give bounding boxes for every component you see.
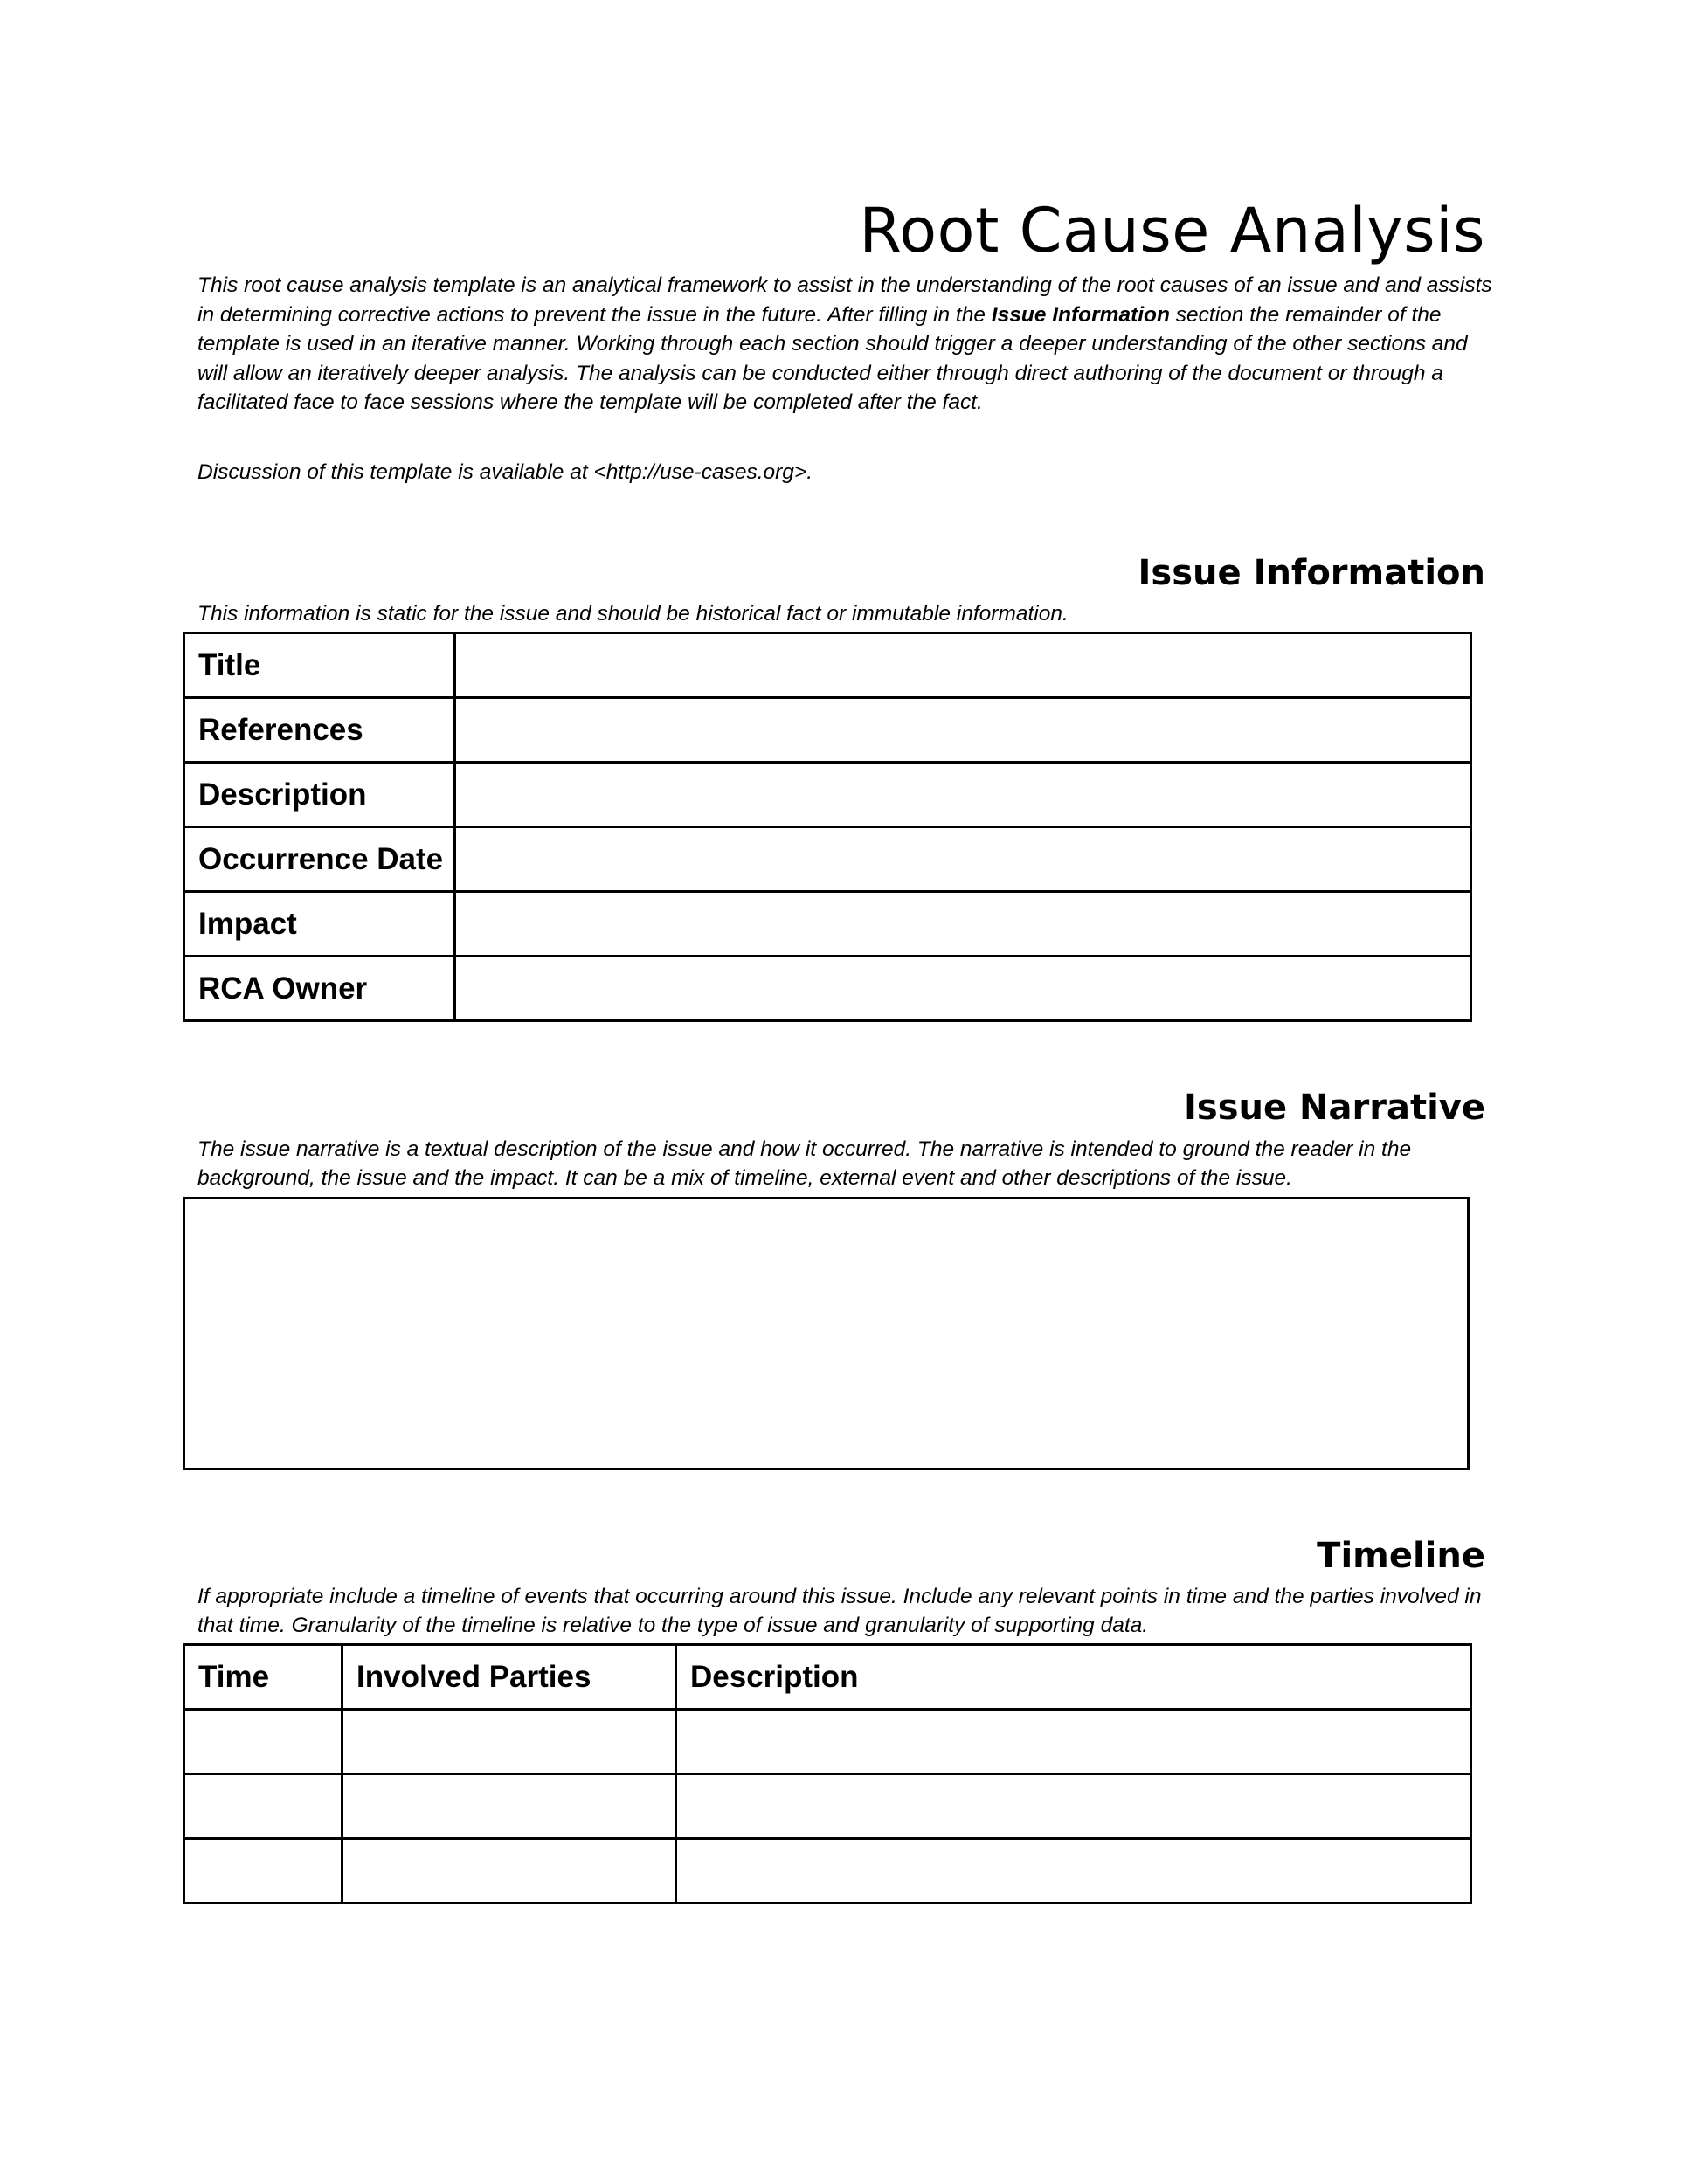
table-row xyxy=(184,827,1471,892)
description-field[interactable] xyxy=(455,763,1471,827)
issue-narrative-field[interactable] xyxy=(183,1197,1470,1470)
timeline-table xyxy=(183,1643,1472,1904)
time-cell[interactable] xyxy=(184,1839,342,1904)
rca-owner-field[interactable] xyxy=(455,957,1471,1021)
table-row xyxy=(184,633,1471,698)
table-row xyxy=(184,763,1471,827)
description-cell[interactable] xyxy=(676,1710,1471,1774)
timeline-description: If appropriate include a timeline of events that occurring around this issue. Include any relevant points in time and the parties involved in that time. Granularity of the timeline is relative to the type of issue and granularity of supporting data. xyxy=(197,1585,1482,1637)
intro-paragraph xyxy=(197,271,1499,418)
time-cell[interactable] xyxy=(184,1710,342,1774)
column-header-time: Time xyxy=(184,1645,342,1710)
row-label-rca-owner: RCA Owner xyxy=(184,957,455,1021)
table-row xyxy=(184,957,1471,1021)
row-label-references: References xyxy=(184,698,455,763)
timeline-heading: Timeline xyxy=(1317,1536,1485,1576)
table-header-row xyxy=(184,1645,1471,1710)
column-header-description: Description xyxy=(676,1645,1471,1710)
description-cell[interactable] xyxy=(676,1774,1471,1839)
intro-text-part2: section the remainder of the template is used in an iterative manner. Working through each section should trigger a deeper understanding of the other sections and will allow an iteratively deeper analysis. The analysis can be conducted either through direct authoring of the document or through a facilitated face to face sessions where the template will be completed after the fact. xyxy=(197,302,1468,414)
discussion-text: Discussion of this template is available at <http://use-cases.org>. xyxy=(197,460,813,484)
impact-field[interactable] xyxy=(455,892,1471,957)
involved-parties-cell[interactable] xyxy=(342,1839,676,1904)
title-field[interactable] xyxy=(455,633,1471,698)
table-row xyxy=(184,698,1471,763)
issue-narrative-heading: Issue Narrative xyxy=(1184,1088,1485,1128)
references-field[interactable] xyxy=(455,698,1471,763)
time-cell[interactable] xyxy=(184,1774,342,1839)
involved-parties-cell[interactable] xyxy=(342,1774,676,1839)
issue-narrative-description: The issue narrative is a textual description of the issue and how it occurred. The narrative is intended to ground the reader in the background, the issue and the impact. It can be a mix of timeline, external event and other descriptions of the issue. xyxy=(197,1137,1412,1190)
table-row xyxy=(184,1839,1471,1904)
row-label-description: Description xyxy=(184,763,455,827)
occurrence-date-field[interactable] xyxy=(455,827,1471,892)
column-header-involved-parties: Involved Parties xyxy=(342,1645,676,1710)
issue-information-table xyxy=(183,632,1472,1022)
row-label-occurrence-date: Occurrence Date xyxy=(184,827,455,892)
intro-text-part1: This root cause analysis template is an analytical framework to assist in the understanding of the root causes of an issue and and assists in determining corrective actions to prevent the issue in the future. After filling in the xyxy=(197,273,1492,327)
row-label-title: Title xyxy=(184,633,455,698)
intro-text-bold: Issue Information xyxy=(991,302,1170,327)
description-cell[interactable] xyxy=(676,1839,1471,1904)
issue-information-description: This information is static for the issue and should be historical fact or immutable information. xyxy=(197,602,1069,625)
table-row xyxy=(184,1710,1471,1774)
document-title: Root Cause Analysis xyxy=(859,195,1485,266)
issue-information-heading: Issue Information xyxy=(1138,553,1485,593)
table-row xyxy=(184,1774,1471,1839)
involved-parties-cell[interactable] xyxy=(342,1710,676,1774)
row-label-impact: Impact xyxy=(184,892,455,957)
table-row xyxy=(184,892,1471,957)
